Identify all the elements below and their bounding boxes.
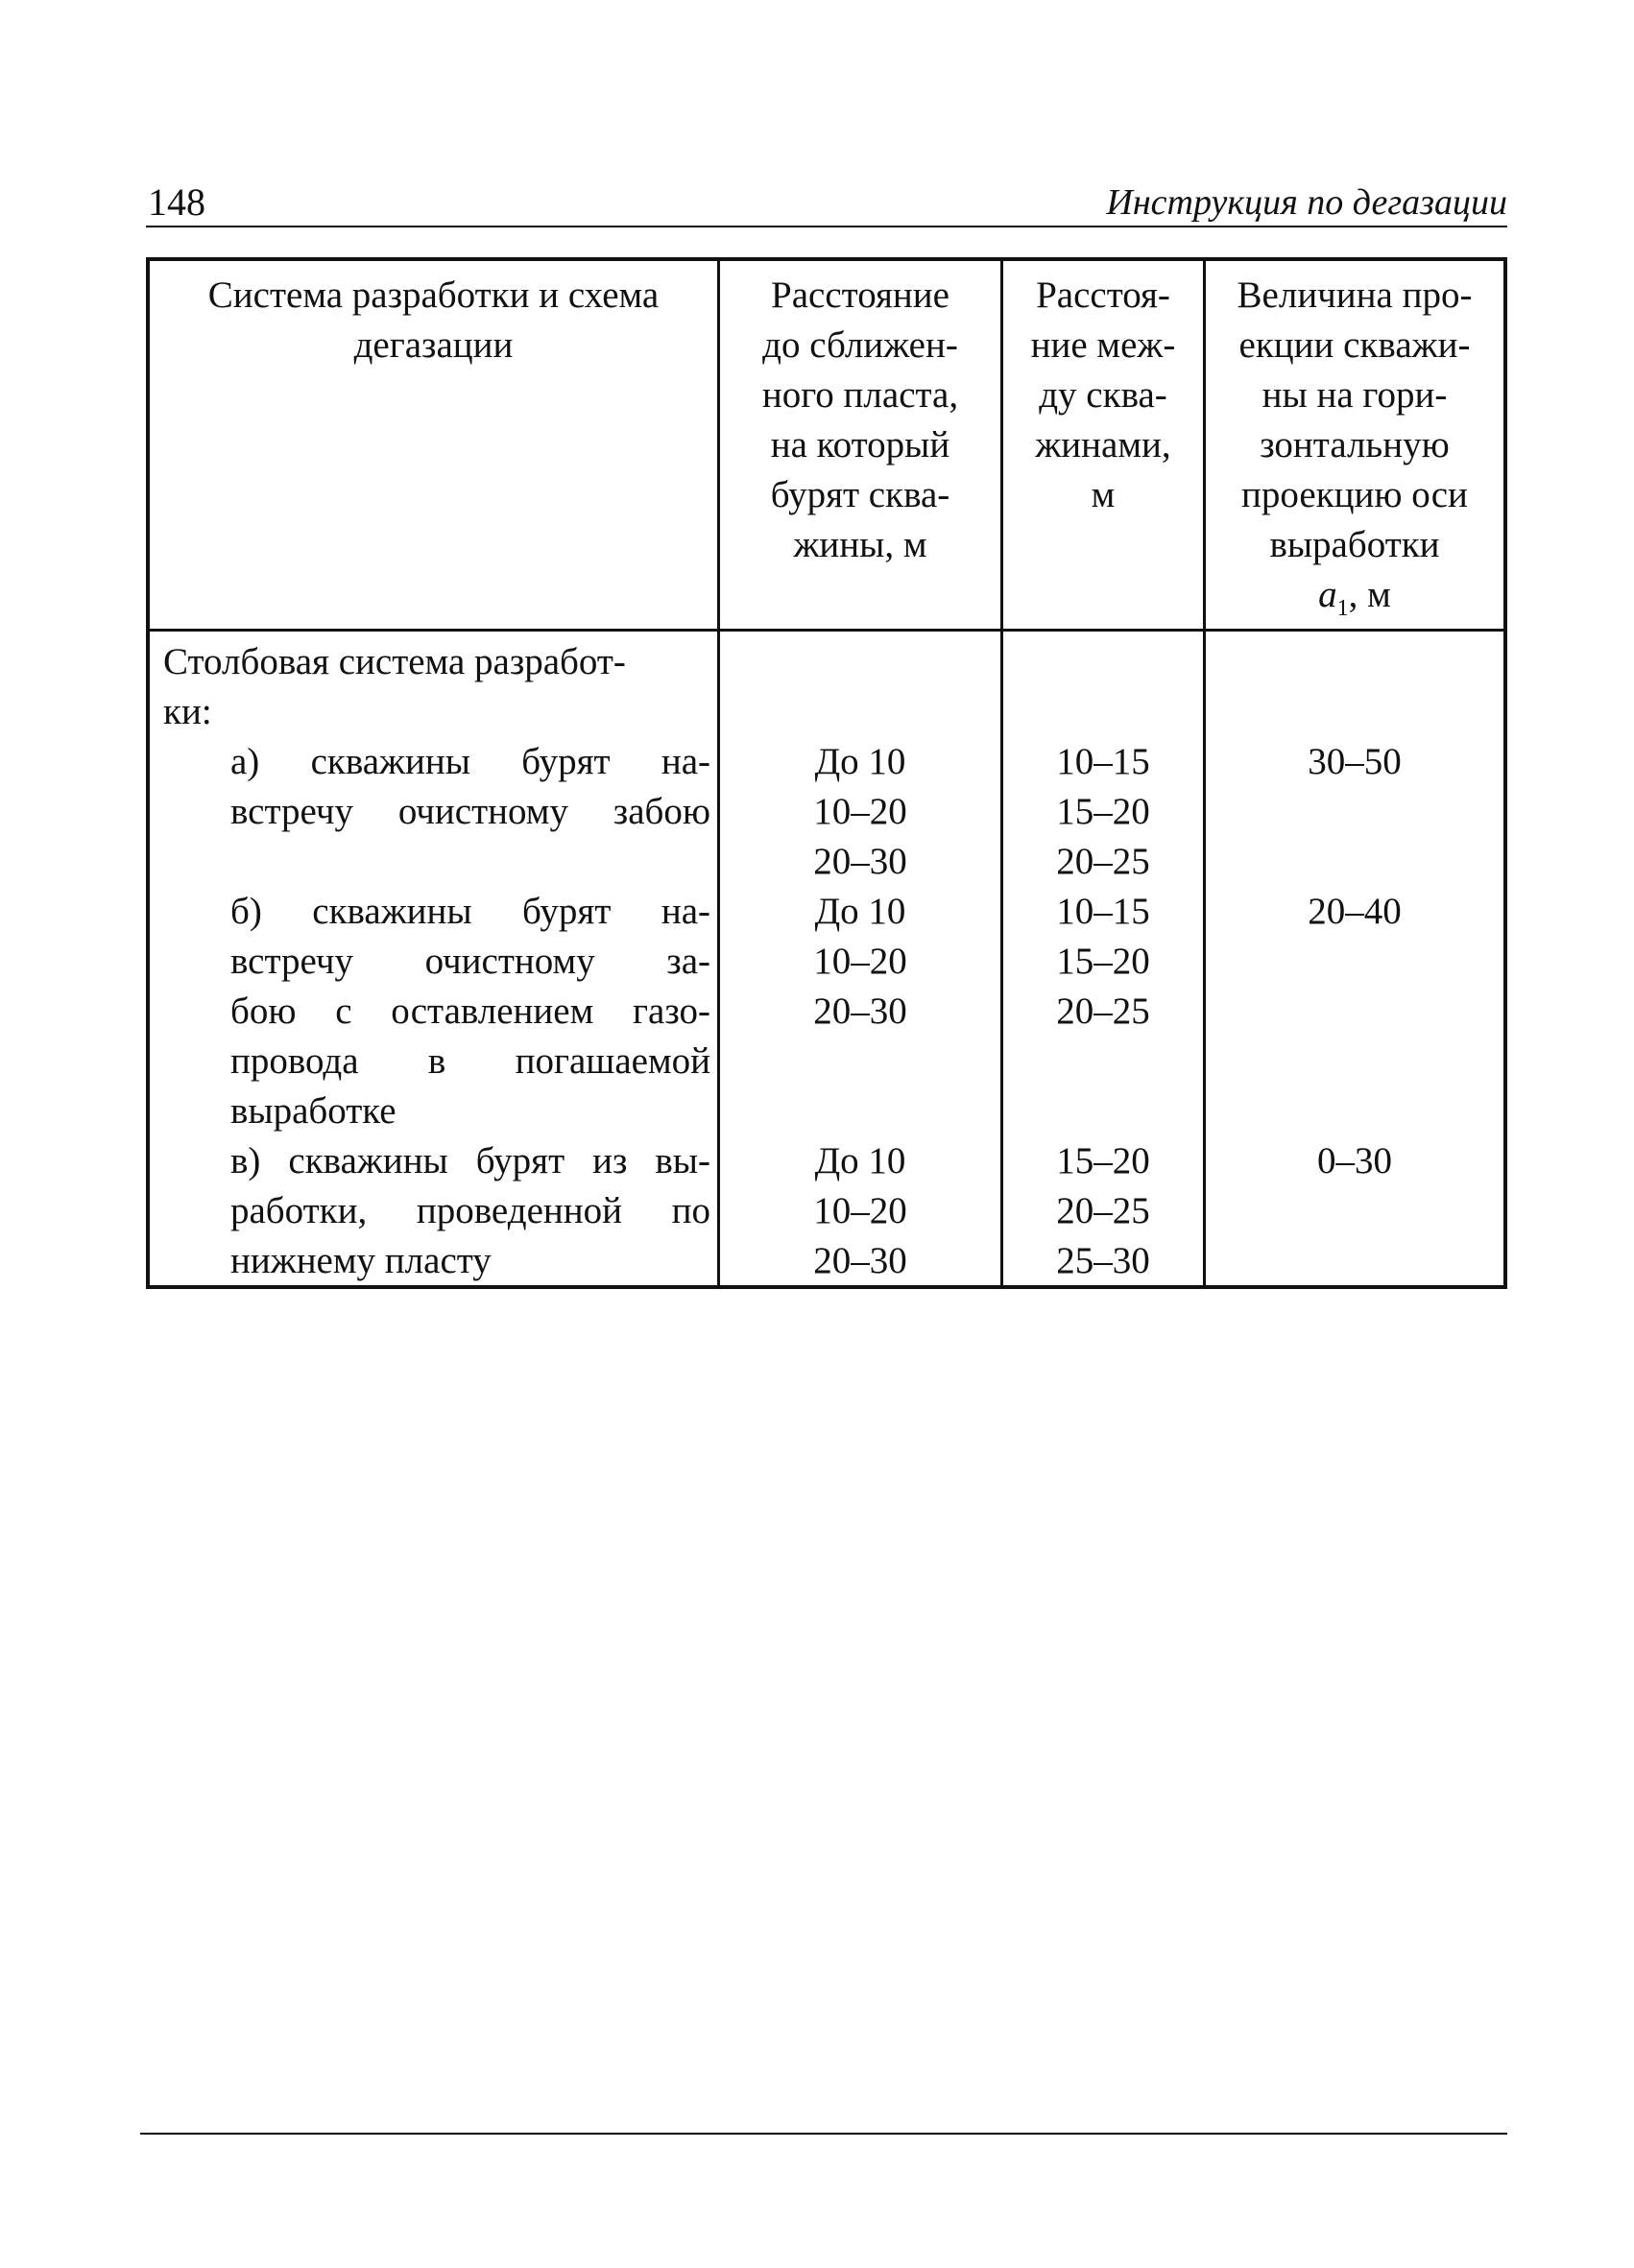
degassing-table	[146, 257, 1507, 1289]
group-title: Столбовая система разработ- ки:	[163, 641, 626, 732]
header-distance-to-seam: Расстояние до сближен- ного пласта, на который бурят сква- жины, м	[761, 275, 959, 565]
row-a-distance: До 10 10–20 20–30	[813, 741, 907, 882]
row-c-label: в) скважины бурят из вы- работки, проведенной по нижнему пласту	[230, 1140, 710, 1281]
row-c-projection: 0–30	[1317, 1140, 1392, 1182]
header-well-spacing: Расстоя- ние меж- ду сква- жинами, м	[1030, 275, 1176, 515]
row-a-projection: 30–50	[1308, 741, 1402, 782]
footer-rule	[140, 2133, 1507, 2135]
row-c-spacing: 15–20 20–25 25–30	[1056, 1140, 1150, 1281]
running-header	[146, 178, 1507, 227]
row-c-distance: До 10 10–20 20–30	[813, 1140, 907, 1281]
header-projection: Величина про- екции скважи- ны на гори- зонтальную проекцию оси выработки $a_1$, м	[1237, 275, 1473, 621]
row-a-label: а) скважины бурят на- встречу очистному забою	[230, 741, 710, 832]
row-b-label: б) скважины бурят на- встречу очистному за- бою с оставлением газо- провода в погашаемой выработке	[230, 891, 710, 1132]
running-title: Инструкция по дегазации	[1106, 182, 1507, 223]
row-a-spacing: 10–15 15–20 20–25	[1056, 741, 1150, 882]
row-b-projection: 20–40	[1308, 891, 1402, 932]
row-b-distance: До 10 10–20 20–30	[813, 891, 907, 1032]
row-b-spacing: 10–15 15–20 20–25	[1056, 891, 1150, 1032]
page-number: 148	[148, 180, 205, 224]
header-system: Система разработки и схема дегазации	[207, 275, 660, 366]
